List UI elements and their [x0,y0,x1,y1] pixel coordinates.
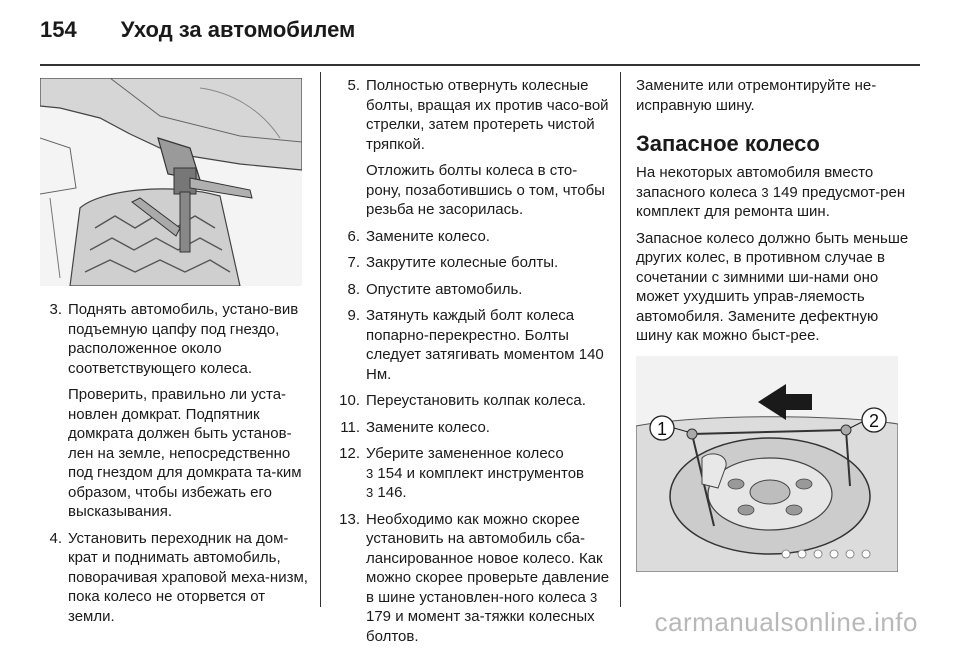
item-text: Полностью отвернуть колесные болты, вращая их против часо-вой стрелки, затем протереть чистой тряпкой. [366,77,609,153]
list-item [330,391,610,411]
item-text-part: Уберите замененное колесо [366,445,564,462]
page-header [40,12,355,48]
page-title: Уход за автомобилем [120,17,356,42]
page-ref-arrow-icon[interactable]: 3 [589,589,598,605]
item-text-part: 154 и комплект инструментов [373,464,585,482]
item-number: 7. [347,254,360,271]
column-3 [636,76,918,353]
item-text: Замените колесо. [366,227,490,245]
list-item [330,510,610,647]
page-ref-arrow-icon[interactable]: 3 [761,184,769,200]
page-ref-arrow-icon[interactable]: 3 [366,465,374,481]
column-1 [40,300,310,633]
list-item [330,227,610,247]
paragraph [636,163,918,222]
item-number: 3. [49,301,62,318]
page-ref-arrow-icon[interactable]: 3 [366,485,374,500]
item-text: Проверить, правильно ли уста-новлен домкрат. Подпятник домкрата должен быть установ-лен на земле, непосредственно под гнездом для домкрата та-ким образом, чтобы избежать его высказывания. [68,386,302,520]
item-number: 10. [339,392,360,409]
item-text-part: 179 и момент за-тяжки колесных болтов. [366,608,595,645]
list-item [330,253,610,273]
callout-1: 1 [656,419,668,439]
paragraph: Запасное колесо должно быть меньше других колес, в противном случае в сочетании с зимними ши-нами оно может ухудшить управ-ляемость автомобиля. Замените дефектную шину как можно быст-рее. [636,229,909,344]
item-text: Опустите автомобиль. [366,280,523,298]
list-item [330,306,610,384]
item-text: Установить переходник на дом-крат и поднимать автомобиль, поворачивая храповой меха-низм, пока колесо не оторвется от земли. [68,529,308,625]
item-number: 6. [347,227,360,245]
list-item [330,444,610,503]
column-divider-2 [620,72,621,607]
header-rule [40,64,920,66]
list-item [40,300,310,522]
item-text: Переустановить колпак колеса. [366,392,586,409]
item-text: Отложить болты колеса в сто-рону, позаботившись о том, чтобы резьба не засорилась. [366,162,605,218]
item-number: 9. [347,307,360,324]
list-item [330,418,610,438]
watermark: carmanualsonline.info [654,607,918,637]
column-2 [330,76,610,653]
item-text-part: Необходимо как можно скорее установить на автомобиль сба-лансированное новое колесо. Как можно скорее проверьте давление в шине установлен-ного колеса [366,510,610,606]
item-text: Закрутите колесные болты. [366,254,559,271]
item-number: 5. [347,77,360,94]
item-text-part: 146. [373,484,407,501]
column-divider-1 [320,72,321,607]
spare-wheel-illustration [636,356,898,572]
intro-text: Замените или отремонтируйте не-исправную шину. [636,77,877,114]
list-item [330,280,610,300]
item-number: 4. [49,529,62,547]
item-text [366,510,610,647]
item-text: Затянуть каждый болт колеса попарно-перекрестно. Болты следует затягивать моментом 140 Нм. [366,307,604,383]
paragraph-part: На некоторых автомобиля вместо запасного колеса [636,164,874,201]
section-heading: Запасное колесо [636,131,820,156]
item-text [366,444,584,503]
list-item [40,529,310,627]
item-number: 11. [340,418,360,436]
paragraph-part: 149 предусмот-рен комплект для ремонта шин. [636,183,906,220]
callout-2: 2 [868,411,880,431]
item-text: Поднять автомобиль, устано-вив подъемную цапфу под гнездо, расположенное около соответствующего колеса. [68,301,299,377]
item-number: 13. [339,510,360,528]
item-text: Замените колесо. [366,418,490,436]
item-number: 12. [339,445,360,462]
list-item [330,76,610,220]
item-number: 8. [347,280,360,298]
jack-illustration [40,78,302,286]
page-number: 154 [40,17,77,42]
